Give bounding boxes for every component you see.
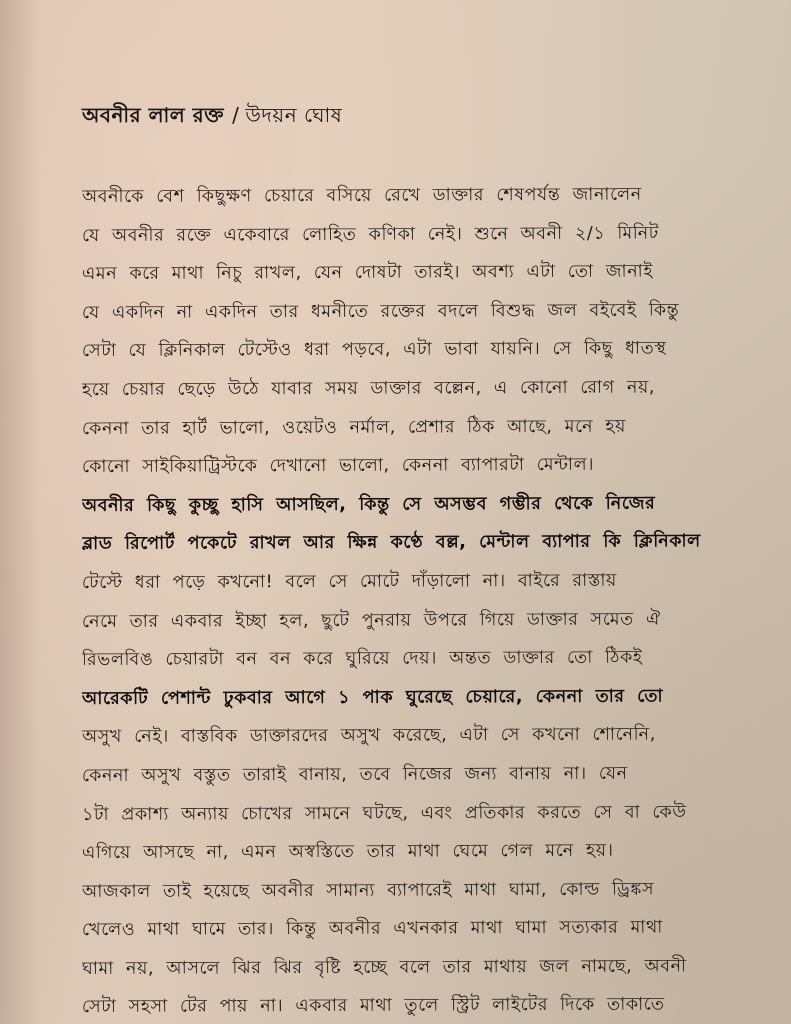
story-title: অবনীর লাল রক্ত	[82, 103, 225, 127]
text-line: আরেকটি পেশান্ট ঢুকবার আগে ১ পাক ঘুরেছে চেয়ারে, কেননা তার তো	[81, 686, 664, 709]
text-line: এমন করে মাথা নিচু রাখল, যেন দোষটা তারই। অবশ্য এটা তো জানাই	[81, 261, 654, 285]
text-line: ঘামা নয়, আসলে ঝির ঝির বৃষ্টি হচ্ছে বলে তার মাথায় জল নামছে, অবনী	[81, 956, 687, 979]
text-line: কেননা অসুখ বস্তুত তারাই বানায়, তবে নিজের জন্য বানায় না। যেন	[81, 763, 628, 786]
text-line: ১টা প্রকাশ্য অন্যায় চোখের সামনে ঘটছে, এবং প্রতিকার করতে সে বা কেউ	[81, 801, 687, 825]
story-author: উদয়ন ঘোষ	[245, 103, 343, 127]
text-line: হয়ে চেয়ার ছেড়ে উঠে যাবার সময় ডাক্তার বল্লেন, এ কোনো রোগ নয়,	[81, 377, 656, 400]
text-line: রিভলবিঙ চেয়ারটা বন বন করে ঘুরিয়ে দেয়। অন্তত ডাক্তার তো ঠিকই	[81, 647, 643, 671]
text-line: অসুখ নেই। বাস্তবিক ডাক্তারদের অসুখ করেছে, এটা সে কখনো শোনেনি,	[81, 724, 656, 748]
heading-separator: /	[232, 103, 240, 127]
story-body	[82, 178, 772, 1024]
text-line: খেলেও মাথা ঘামে তার। কিন্তু অবনীর এখনকার মাথা ঘামা সত্যকার মাথা	[81, 917, 664, 941]
text-line: সেটা সহসা টের পায় না। একবার মাথা তুলে স্ট্রিট লাইটের দিকে তাকাতে	[81, 994, 665, 1018]
text-line: অবনীকে বেশ কিছুক্ষণ চেয়ারে বসিয়ে রেখে ডাক্তার শেষপর্যন্ত জানালেন	[81, 184, 642, 207]
text-line: যে একদিন না একদিন তার ধমনীতে রক্তের বদলে বিশুদ্ধ জল বইবেই কিন্তু	[81, 300, 680, 323]
text-line: আজকাল তাই হয়েছে অবনীর সামান্য ব্যাপারেই মাথা ঘামা, কোল্ড ড্রিঙ্কস	[81, 879, 655, 902]
text-line: কোনো সাইকিয়াট্রিস্টকে দেখানো ভালো, কেননা ব্যাপারটা মেন্টাল।	[81, 454, 595, 478]
story-heading	[82, 101, 342, 134]
text-line: সেটা যে ক্লিনিকাল টেস্টেও ধরা পড়বে, এটা ভাবা যায়নি। সে কিছু ধাতস্থ	[81, 338, 667, 362]
page-shadow	[0, 0, 40, 1024]
text-line: অবনীর কিছু কুচ্ছু হাসি আসছিল, কিন্তু সে অসম্ভব গম্ভীর থেকে নিজের	[81, 493, 656, 516]
text-line: ব্লাড রিপোর্ট পকেটে রাখল আর ক্ষিন্ন কণ্ঠে বল্ল, মেন্টাল ব্যাপার কি ক্লিনিকাল	[81, 531, 701, 555]
text-line: কেননা তার হার্ট ভালো, ওয়েটও নর্মাল, প্রেশার ঠিক আছে, মনে হয়	[81, 416, 627, 439]
text-line: নেমে তার একবার ইচ্ছা হল, ছুটে পুনরায় উপরে গিয়ে ডাক্তার সমেত ঐ	[81, 609, 661, 632]
text-line: যে অবনীর রক্তে একেবারে লোহিত কণিকা নেই। শুনে অবনী ২/১ মিনিট	[81, 223, 659, 246]
text-line: এগিয়ে আসছে না, এমন অস্বস্তিতে তার মাথা ঘেমে গেল মনে হয়।	[81, 840, 614, 864]
text-line: টেস্টে ধরা পড়ে কখনো! বলে সে মোটে দাঁড়ালো না। বাইরে রাস্তায়	[81, 570, 617, 593]
